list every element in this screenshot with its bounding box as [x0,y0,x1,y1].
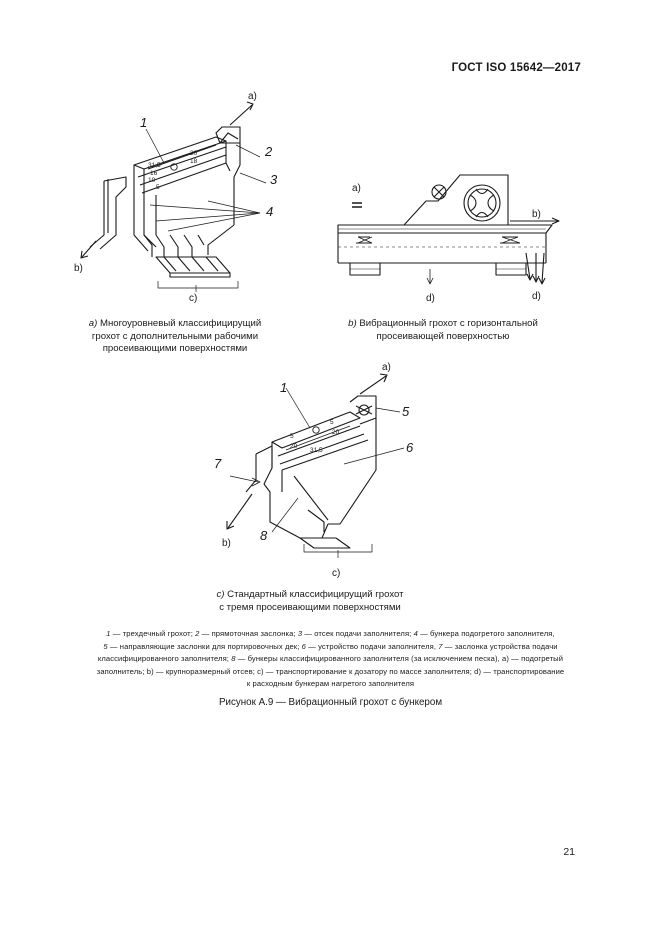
legend-num-6: 6 [301,641,306,651]
fig-c-label-c: c) [332,568,341,579]
fig-b-label-b: b) [532,209,541,220]
fig-a-label-3: 3 [270,172,278,187]
caption-a-letter: a) [88,318,98,329]
legend-num-4: 4 [413,629,418,638]
fig-c-label-8: 8 [260,528,268,543]
fig-c-label-b: b) [222,538,231,549]
feed-arrow-a [360,376,386,394]
deck-c-5-top: 5 [290,433,294,440]
legend-text-3: — отсек подачи заполнителя; [302,629,414,638]
caption-a [60,318,290,356]
legend-num-3: 3 [297,629,303,638]
caption-a-line-3: просеивающими поверхностями [102,343,248,354]
drive-wheel-large [464,185,500,221]
legend-text-7: — заслонка устройства подачи [442,641,558,651]
page-number: 21 [563,846,575,858]
legend-text-8: — бункеры классифицированного заполнителя (за исключением песка), a) — подогретый [235,654,564,663]
fig-c-label-7: 7 [214,456,222,471]
caption-b-line-1: Вибрационный грохот с горизонтальной [359,318,538,329]
deck-size-5: 5 [156,184,160,191]
legend-text-4: — бункера подогретого заполнителя, [417,629,555,638]
deck-size-16: 16 [150,170,158,177]
legend-num-2: 2 [195,629,200,638]
legend-num-5: 5 [103,641,108,651]
fig-a-label-a: a) [248,91,257,102]
deck-size-20-top: 20 [190,150,198,157]
caption-c-line-1: Стандартный классифицирущий грохот [227,589,404,600]
caption-a-line-1: Многоуровневый классифицирущий [100,318,262,329]
deck-c-20-right: 20 [332,429,340,436]
figure-legend [50,628,611,691]
caption-c-line-2: с тремя просеивающими поверхностями [219,601,401,613]
deck-c-31-5: 31,5 [310,447,323,454]
caption-b-line-2: просеивающей поверхностью [376,330,510,342]
fig-c-label-a: a) [382,362,391,373]
fig-b-label-d1: d) [426,293,435,304]
fig-c-label-1: 1 [280,380,288,395]
caption-b [328,318,558,343]
figure-a-drawing [60,85,300,315]
standard-header: ГОСТ ISO 15642—2017 [451,62,581,74]
deck-c-5-right: 5 [330,419,334,426]
legend-text-10: к расходным бункерам нагретого заполнителя [246,679,415,688]
fig-b-label-d2: d) [532,291,541,302]
fig-b-label-a: a) [352,183,361,194]
legend-text-7b: классифицированного заполнителя; [97,654,232,663]
caption-c [190,589,430,614]
feed-arrow-a [230,105,252,125]
legend-text-1: — трехдечный грохот; [110,629,196,638]
legend-num-1: 1 [106,629,111,638]
oversize-arrow-b [228,494,252,528]
legend-text-2: — прямоточная заслонка; [199,629,298,638]
caption-c-letter: c) [216,589,225,600]
legend-text-9: заполнитель; b) — крупноразмерный отсев; c) — транспортирование к дозатору по массе заполнителя; d) — транспортирование [96,666,565,676]
figure-c-drawing [200,360,430,585]
fig-a-label-4: 4 [266,204,274,219]
legend-text-6: — устройство подачи заполнителя, [305,641,439,651]
fig-a-label-b: b) [74,263,83,274]
legend-text-5: — направляющие заслонки для портировочных дек; [107,641,302,651]
fig-a-label-1: 1 [140,115,148,130]
fig-c-label-6: 6 [406,440,414,455]
deck-size-31-5: 31,5 [148,162,161,169]
fig-c-label-5: 5 [402,404,410,419]
caption-b-letter: b) [348,318,357,329]
legend-num-7: 7 [438,641,443,651]
figure-b-drawing [330,165,570,310]
fig-a-label-2: 2 [265,144,273,159]
legend-num-8: 8 [231,654,236,663]
caption-a-line-2: грохот с дополнительными рабочими [91,330,259,342]
fig-a-label-c: c) [189,293,198,304]
oversize-arrow-b [82,241,96,257]
deck-size-18: 18 [190,158,198,165]
figure-title: Рисунок А.9 — Вибрационный грохот с бункером [218,697,443,708]
deck-c-20: 20 [290,443,298,450]
deck-size-10: 10 [148,177,156,184]
